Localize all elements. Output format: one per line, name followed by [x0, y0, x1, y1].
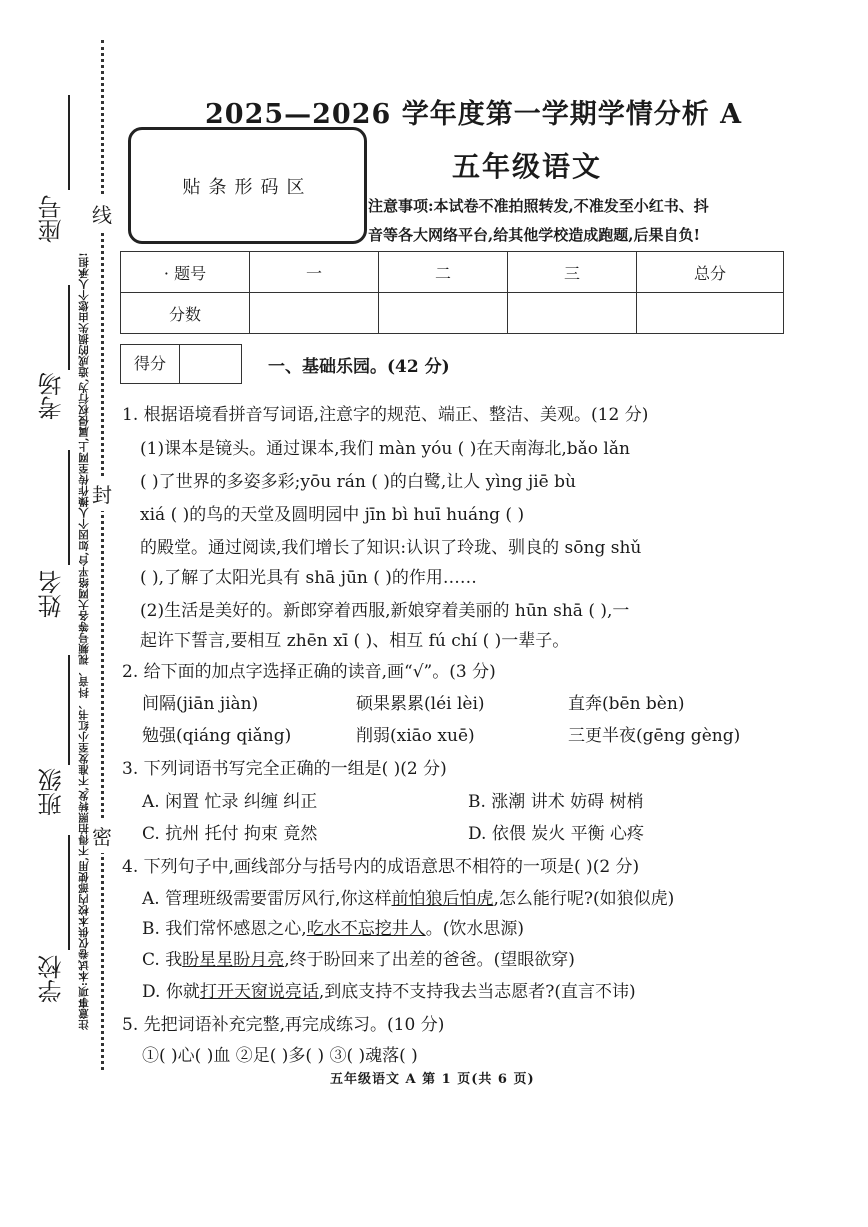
copy-notice-line1: 注意事项:本试卷不准拍照转发,不准发至小红书、抖 — [368, 197, 709, 215]
q1-text-line: (1)课本是镜头。通过课本,我们 màn yóu ( )在天南海北,bǎo lǎn — [140, 439, 630, 459]
q2-item[interactable]: 削弱(xiāo xuē) — [356, 726, 475, 746]
table-header-cell: 一 — [250, 252, 379, 293]
seat-label: 座号 — [38, 195, 66, 243]
room-label: 考场 — [38, 372, 66, 420]
score-cell[interactable] — [250, 293, 379, 334]
name-line — [68, 450, 70, 565]
q4-underlined-phrase: 打开天窗说亮话 — [199, 982, 319, 1002]
q4-option-text: A. 管理班级需要雷厉风行,你这样 — [142, 889, 392, 909]
cut-line — [101, 40, 104, 1070]
q4-stem: 4. 下列句子中,画线部分与括号内的成语意思不相符的一项是( )(2 分) — [122, 857, 640, 877]
q4-option-b[interactable] — [142, 914, 524, 939]
q5-stem: 5. 先把词语补充完整,再完成练习。(10 分) — [122, 1015, 445, 1035]
cut-mark-feng: 封 — [92, 476, 112, 511]
q4-option-text: 。(饮水思源) — [425, 919, 524, 939]
q3-option[interactable]: A. 闲置 忙录 纠缠 纠正 — [142, 792, 318, 812]
q1-text-line: (2)生活是美好的。新郎穿着西服,新娘穿着美丽的 hūn shā ( ),一 — [140, 601, 630, 621]
cut-mark-mi: 密 — [92, 818, 112, 853]
q2-item[interactable]: 间隔(jiān jiàn) — [142, 694, 259, 714]
q4-option-text: ,怎么能行呢?(如狼似虎) — [493, 889, 675, 909]
score-cell[interactable] — [508, 293, 637, 334]
q4-option-text: D. 你就 — [142, 982, 200, 1002]
cut-mark-xian: 线 — [92, 196, 112, 231]
barcode-area-label: 贴条形码区 — [182, 176, 313, 198]
score-cell[interactable] — [379, 293, 508, 334]
section-title: 一、基础乐园。(42 分) — [268, 357, 450, 377]
table-header-cell: 二 — [379, 252, 508, 293]
score-table-header — [121, 252, 784, 293]
score-table-row — [121, 293, 784, 334]
exam-title: 2025—2026 学年度第一学期学情分析 A — [205, 99, 743, 130]
q1-text-line: 的殿堂。通过阅读,我们增长了知识:认识了玲珑、驯良的 sōng shǔ — [140, 538, 642, 558]
side-notice: 注意事项:本试卷仅供本校内部使用,不得拍照转发,不准发至小红书、抖音、视频号等各大网络平台,如因个人操作传至网上,属侵权行为,造成的损失由您个人承担! — [78, 251, 90, 1030]
q4-option-text: B. 我们常怀感恩之心, — [142, 919, 307, 939]
page-footer: 五年级语文 A 第 1 页(共 6 页) — [330, 1072, 535, 1087]
room-line — [68, 285, 70, 370]
barcode-area — [128, 127, 367, 244]
q3-option[interactable]: D. 依偎 炭火 平衡 心疼 — [468, 824, 645, 844]
q1-stem: 1. 根据语境看拼音写词语,注意字的规范、端正、整洁、美观。(12 分) — [122, 405, 649, 425]
subject-title: 五年级语文 — [452, 150, 603, 183]
section-score-box — [120, 344, 242, 384]
q4-option-d[interactable] — [142, 977, 636, 1002]
score-cell[interactable] — [637, 293, 784, 334]
q4-option-c[interactable] — [142, 945, 575, 970]
school-label: 学校 — [38, 955, 66, 1003]
q2-item[interactable]: 硕果累累(léi lèi) — [356, 694, 485, 714]
table-header-cell: 总分 — [637, 252, 784, 293]
q3-stem: 3. 下列词语书写完全正确的一组是( )(2 分) — [122, 759, 447, 779]
q3-option[interactable]: B. 涨潮 讲术 妨碍 树梢 — [468, 792, 644, 812]
q2-item[interactable]: 直奔(bēn bèn) — [568, 694, 685, 714]
q4-option-text: ,到底支持不支持我去当志愿者?(直言不讳) — [318, 982, 636, 1002]
q4-underlined-phrase: 盼星星盼月亮 — [182, 950, 285, 970]
school-line — [68, 835, 70, 950]
q4-underlined-phrase: 吃水不忘挖井人 — [306, 919, 426, 939]
q1-text-line: xiá ( )的鸟的天堂及圆明园中 jīn bì huī huáng ( ) — [140, 505, 525, 525]
q5-items[interactable]: ①( )心( )血 ②足( )多( ) ③( )魂落( ) — [142, 1046, 418, 1066]
copy-notice — [368, 192, 778, 250]
q4-option-a[interactable] — [142, 884, 674, 909]
q2-item[interactable]: 勉强(qiáng qiǎng) — [142, 726, 292, 746]
q2-item[interactable]: 三更半夜(gēng gèng) — [568, 726, 741, 746]
q1-text-line: ( )了世界的多姿多彩;yōu rán ( )的白鹭,让人 yìng jiē bù — [140, 472, 576, 492]
class-label: 班级 — [38, 768, 66, 816]
score-table — [120, 251, 784, 334]
score-row-label: 分数 — [121, 293, 250, 334]
table-header-cell: 三 — [508, 252, 637, 293]
q3-option[interactable]: C. 抗州 托付 拘束 竟然 — [142, 824, 318, 844]
q2-stem: 2. 给下面的加点字选择正确的读音,画“√”。(3 分) — [122, 662, 496, 682]
q1-text-line: ( ),了解了太阳光具有 shā jūn ( )的作用…… — [140, 568, 477, 588]
q1-text-line: 起许下誓言,要相互 zhēn xī ( )、相互 fú chí ( )一辈子。 — [140, 631, 570, 651]
copy-notice-line2: 音等各大网络平台,给其他学校造成跑题,后果自负! — [368, 226, 701, 244]
class-line — [68, 655, 70, 765]
seat-line — [68, 95, 70, 190]
q4-option-text: C. 我 — [142, 950, 183, 970]
section-score-label: 得分 — [121, 345, 180, 383]
q4-option-text: ,终于盼回来了出差的爸爸。(望眼欲穿) — [284, 950, 575, 970]
name-label: 姓名 — [38, 570, 66, 618]
table-header-cell: · 题号 — [121, 252, 250, 293]
q4-underlined-phrase: 前怕狼后怕虎 — [391, 889, 494, 909]
